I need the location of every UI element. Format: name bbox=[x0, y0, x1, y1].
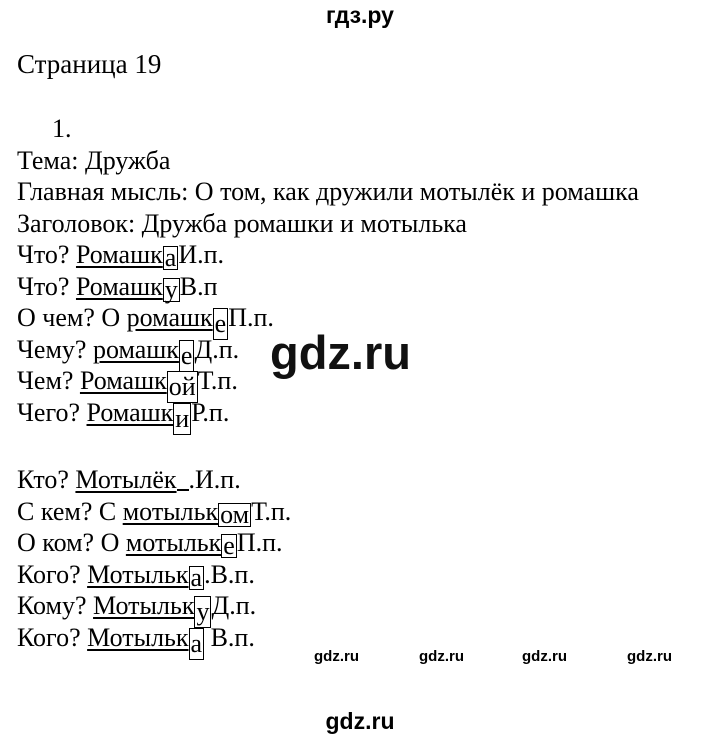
case-label: Д.п. bbox=[211, 591, 257, 620]
word-stem: мотыльк bbox=[122, 496, 219, 526]
case-row bbox=[17, 271, 639, 303]
word-stem: ромашк bbox=[92, 334, 179, 364]
word-ending-box: е bbox=[223, 531, 235, 560]
word-stem: Ромашк bbox=[86, 397, 174, 427]
footer-site-name: gdz.ru bbox=[325, 708, 395, 734]
case-row bbox=[17, 559, 639, 591]
task-number: 1. bbox=[52, 114, 72, 143]
word-stem: ромашк bbox=[126, 303, 213, 332]
word-ending-box: а bbox=[190, 628, 203, 658]
case-row bbox=[17, 397, 639, 433]
word-stem: Ромашк bbox=[75, 240, 163, 269]
case-label: Т.п. bbox=[197, 366, 238, 395]
case-question: Чем? bbox=[17, 366, 80, 395]
case-label: .И.п. bbox=[188, 465, 241, 494]
main-idea-line: Главная мысль: О том, как дружили мотылёк и ромашка bbox=[17, 177, 639, 206]
word-stem: Ромашк bbox=[79, 366, 167, 395]
case-question: О ком? О bbox=[17, 528, 126, 557]
word-ending-box: а bbox=[164, 243, 177, 272]
heading-line: Заголовок: Дружба ромашки и мотылька bbox=[17, 208, 467, 238]
case-label: В.п bbox=[179, 271, 218, 301]
small-watermark: gdz.ru bbox=[627, 648, 672, 665]
word-ending-box: ом bbox=[220, 499, 250, 529]
page-title: Страница 19 bbox=[17, 49, 162, 79]
center-watermark: gdz.ru bbox=[270, 326, 411, 379]
case-label: .В.п. bbox=[204, 559, 255, 589]
word-stem: Ромашк bbox=[75, 271, 163, 301]
word-stem: Мотылёк bbox=[75, 465, 177, 494]
case-row bbox=[17, 527, 639, 559]
theme-line: Тема: Дружба bbox=[17, 145, 171, 175]
word-ending-box: у bbox=[164, 274, 178, 304]
small-watermark: gdz.ru bbox=[522, 648, 567, 665]
case-label: Р.п. bbox=[191, 397, 230, 427]
case-label: Д.п. bbox=[194, 334, 240, 364]
word-ending-box: ой bbox=[168, 372, 196, 401]
spacer bbox=[17, 428, 639, 464]
case-question: О чем? О bbox=[17, 303, 127, 332]
case-row bbox=[17, 464, 639, 496]
word-ending-box: е bbox=[214, 309, 227, 338]
case-label: П.п. bbox=[236, 528, 283, 557]
case-question: Что? bbox=[17, 240, 76, 269]
word-ending-box: у bbox=[196, 597, 210, 626]
case-question: Что? bbox=[17, 271, 76, 301]
case-row bbox=[17, 496, 639, 528]
word-ending-box: а bbox=[190, 562, 203, 592]
word-ending-box: и bbox=[175, 403, 190, 433]
case-row bbox=[17, 590, 639, 626]
header-site-name: гдз.ру bbox=[326, 2, 394, 28]
case-question: Кому? bbox=[17, 591, 94, 620]
case-label: Т.п. bbox=[251, 496, 292, 526]
word-ending-box: е bbox=[180, 340, 193, 370]
case-question: С кем? С bbox=[17, 496, 123, 526]
case-question: Чего? bbox=[17, 397, 87, 427]
word-stem: Мотыльк bbox=[87, 622, 189, 652]
word-stem: мотыльк bbox=[125, 528, 222, 557]
case-question: Кого? bbox=[17, 559, 88, 589]
case-label: В.п. bbox=[204, 622, 255, 652]
case-question: Кто? bbox=[17, 465, 76, 494]
case-question: Кого? bbox=[17, 622, 88, 652]
small-watermark: gdz.ru bbox=[419, 648, 464, 665]
word-stem: Мотыльк bbox=[87, 559, 189, 589]
case-row bbox=[17, 239, 639, 271]
case-label: И.п. bbox=[178, 240, 225, 269]
word-ending-box bbox=[177, 489, 189, 491]
case-question: Чему? bbox=[17, 334, 93, 364]
case-label: П.п. bbox=[228, 303, 274, 332]
word-stem: Мотыльк bbox=[93, 591, 195, 620]
small-watermark: gdz.ru bbox=[314, 648, 359, 665]
